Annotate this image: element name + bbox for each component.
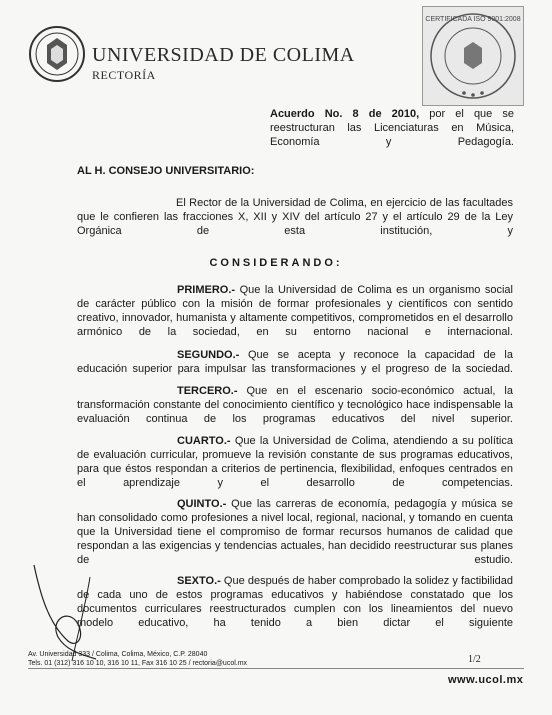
iso-certification-stamp	[422, 6, 524, 106]
office-name: RECTORÍA	[92, 68, 156, 82]
paragraph-sexto	[77, 574, 513, 630]
paragraph-text: Que la Universidad de Colima, atendiendo a su política de evaluación curricular, promueve la revisión constante de sus programas educativos, para que éstos respondan a criterios de pertinencia, flexibilidad, enfoques centrados en el aprendizaje y el desarrollo de competencias.	[77, 435, 513, 489]
certification-seal-icon	[423, 7, 523, 105]
footer-address: Av. Universidad 333 / Colima, Colima, México, C.P. 28040	[28, 651, 208, 658]
paragraph-label: SEXTO.-	[177, 575, 221, 587]
agreement-description: por el que se reestructuran las Licenciaturas en Música, Economía y Pedagogía.	[270, 108, 515, 148]
paragraph-text: Que la Universidad de Colima es un organismo social de carácter público con la misión de formar profesionales y científicos con sentido creativo, innovador, humanista y altamente competitivos, comprometidos en el desarrollo armónico de la sociedad, en su entorno nacional e internacional.	[77, 284, 513, 338]
paragraph-segundo	[77, 348, 513, 376]
certificate-text: CERTIFICADA ISO 9001:2008	[425, 16, 521, 23]
paragraph-text: Que se acepta y reconoce la capacidad de la educación superior para impulsar las transformaciones y el progreso de la sociedad.	[77, 349, 513, 375]
signature-icon	[28, 563, 98, 663]
agreement-number: Acuerdo No. 8 de 2010,	[270, 108, 420, 120]
paragraph-label: CUARTO.-	[177, 435, 231, 447]
university-name: UNIVERSIDAD DE COLIMA	[92, 44, 355, 66]
footer-divider	[28, 668, 524, 669]
paragraph-label: TERCERO.-	[177, 385, 238, 397]
paragraph-label: QUINTO.-	[177, 498, 227, 510]
paragraph-primero	[77, 283, 513, 339]
footer-contact: Tels. 01 (312) 316 10 10, 316 10 11, Fax 316 10 25 / rectoria@ucol.mx	[28, 660, 248, 667]
page-number: 1/2	[468, 654, 481, 665]
intro-paragraph: El Rector de la Universidad de Colima, en ejercicio de las facultades que le confieren las fracciones X, XII y XIV del artículo 27 y el artículo 29 de la Ley Orgánica de esta institución, y	[77, 197, 513, 237]
paragraph-cuarto	[77, 434, 513, 490]
footer-website: www.ucol.mx	[448, 674, 524, 686]
university-seal-icon	[28, 25, 86, 83]
paragraph-text: Que después de haber comprobado la solidez y factibilidad de cada uno de estos programas educativos y habiéndose constatado que los documentos curriculares reestructurados cumplen con los lineamientos del nuevo modelo educativo, ha tenido a bien dictar el siguiente	[77, 575, 513, 629]
considerando-heading: CONSIDERANDO:	[209, 257, 343, 269]
paragraph-tercero	[77, 384, 513, 426]
paragraph-label: PRIMERO.-	[177, 284, 236, 296]
paragraph-label: SEGUNDO.-	[177, 349, 240, 361]
paragraph-text: Que en el escenario socio-económico actual, la transformación constante del conocimiento científico y tecnológico hace indispensable la evaluación continua de los programas educativos del nivel superior.	[77, 385, 513, 425]
addressee: AL H. CONSEJO UNIVERSITARIO:	[77, 165, 255, 177]
paragraph-text: Que las carreras de economía, pedagogía y música se han consolidado como profesiones a nivel local, regional, nacional, y tomando en cuenta que la Universidad tiene el compromiso de formar recursos humanos de calidad que respondan a las exigencias y tendencias actuales, han decidido reestructurar sus planes de estudio.	[77, 498, 513, 566]
paragraph-quinto	[77, 497, 513, 567]
agreement-title	[270, 107, 514, 149]
